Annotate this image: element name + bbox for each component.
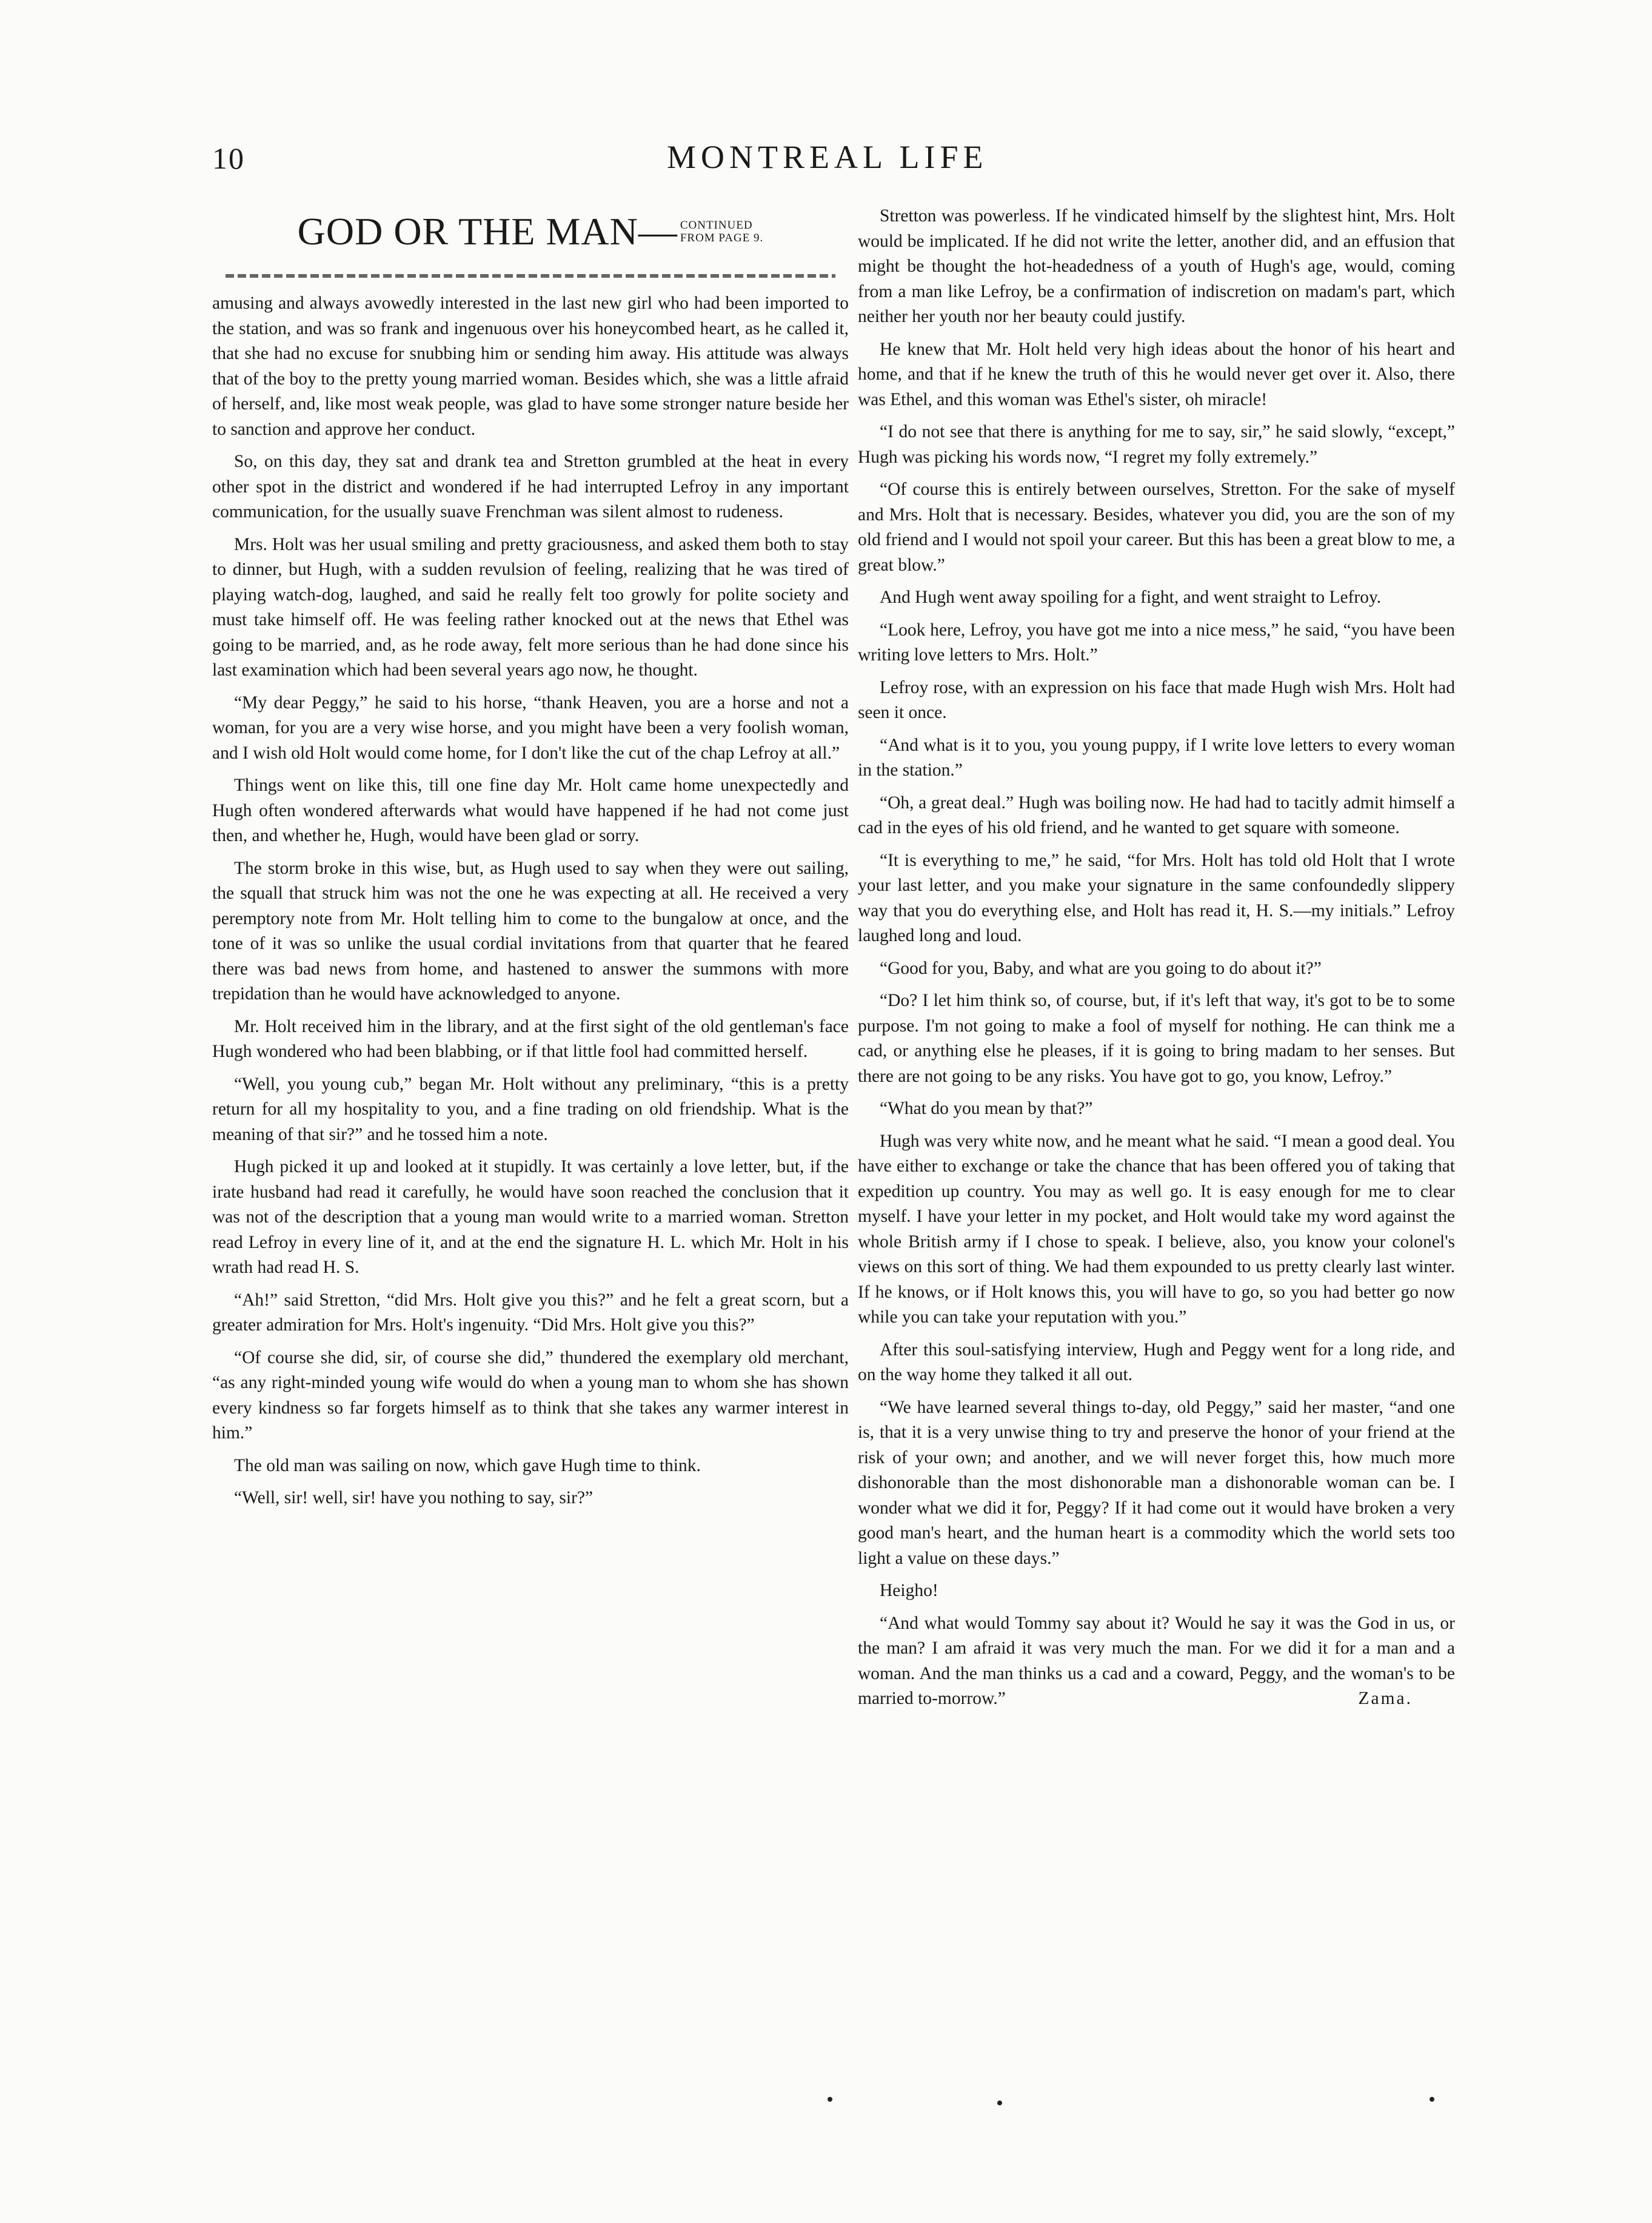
paragraph: “Do? I let him think so, of course, but, if it's left that way, it's got to be to some purpose. I'm not going to make a fool of myself for nothing. He can think me a cad, or anything else he pleases, if it is going to bring madam to her senses. But there are not going to be any risks. You have got to go, you know, Lefroy.” xyxy=(858,991,1455,1086)
paragraph: “Well, you young cub,” began Mr. Holt without any preliminary, “this is a pretty return for all my hospitality to you, and a fine trading on old friendship. What is the meaning of that sir?” and he tossed him a note. xyxy=(212,1074,849,1144)
continued-note xyxy=(680,219,763,244)
continued-note-line2: FROM PAGE 9. xyxy=(680,232,764,244)
paragraph: The storm broke in this wise, but, as Hugh used to say when they were out sailing, the squall that struck him was not the one he was expecting at all. He received a very peremptory note from Mr. Holt telling him to come to the bungalow at once, and the tone of it was so unlike the usual cordial invitations from that quarter that he feared there was bad news from home, and hastened to answer the summons with more trepidation than he would have acknowledged to anyone. xyxy=(212,858,849,1004)
story-title xyxy=(212,200,849,263)
print-specks xyxy=(0,2097,1652,2109)
continued-note-line1: CONTINUED xyxy=(680,219,753,232)
paragraph: Hugh was very white now, and he meant what he said. “I mean a good deal. You have either to exchange or take the chance that has been offered you of taking that expedition up country. You may as well go. It is easy enough for me to clear myself. I have your letter in my pocket, and Holt would take my word against the whole British army if I chose to speak. I believe, also, you know your colonel's views on this sort of thing. We had them expounded to us pretty clearly last winter. If he knows, or if Holt knows this, you will have to go, so you had better go now while you can take your reputation with you.” xyxy=(858,1131,1455,1327)
paragraph: The old man was sailing on now, which gave Hugh time to think. xyxy=(234,1455,701,1475)
paragraph: “Look here, Lefroy, you have got me into a nice mess,” he said, “you have been writing love letters to Mrs. Holt.” xyxy=(858,620,1455,665)
paragraph: Stretton was powerless. If he vindicated himself by the slightest hint, Mrs. Holt would be implicated. If he did not write the letter, another did, and an effusion that might be thought the hot-headedness of a youth of Hugh's age, would, coming from a man like Lefroy, be a confirmation of indiscretion on madam's part, which neither her youth nor her beauty could justify. xyxy=(858,206,1455,326)
paragraph: “Of course this is entirely between ourselves, Stretton. For the sake of myself and Mrs. Holt that is necessary. Besides, whatever you did, you are the son of my old friend and I would not spoil your career. But this has been a great blow to me, a great blow.” xyxy=(858,480,1455,575)
paragraph: “My dear Peggy,” he said to his horse, “thank Heaven, you are a horse and not a woman, for you are a very wise horse, and you might have been a very foolish woman, and I wish old Holt would come home, for I don't like the cut of the chap Lefroy at all.” xyxy=(212,692,849,763)
paragraph: “We have learned several things to-day, old Peggy,” said her master, “and one is, that it is a very unwise thing to try and preserve the honor of your friend at the risk of your own; and another, and we will never forget this, how much more dishonorable than the most dishonorable man a dishonorable woman can be. I wonder what we did it for, Peggy? If it had come out it would have broken a very good man's heart, and the human heart is a commodity which the world sets too light a value on these days.” xyxy=(858,1397,1455,1568)
paragraph: “Ah!” said Stretton, “did Mrs. Holt give you this?” and he felt a great scorn, but a greater admiration for Mrs. Holt's ingenuity. “Did Mrs. Holt give you this?” xyxy=(212,1290,849,1335)
paragraph-with-signature xyxy=(858,1611,1455,1712)
paragraph: Lefroy rose, with an expression on his face that made Hugh wish Mrs. Holt had seen it once. xyxy=(858,677,1455,722)
paragraph: Heigho! xyxy=(880,1581,938,1600)
title-rule xyxy=(226,274,835,278)
ink-speck xyxy=(1430,2097,1434,2102)
right-column xyxy=(858,204,1455,1719)
author-signature: Zama. xyxy=(1358,1689,1413,1708)
paragraph: “Well, sir! well, sir! have you nothing to say, sir?” xyxy=(234,1488,594,1507)
paragraph: amusing and always avowedly interested in the last new girl who had been imported to the station, and was so frank and ingenuous over his honeycombed heart, as he called it, that she had no excuse for snubbing him or sending him away. His attitude was always that of the boy to the pretty young married woman. Besides which, she was a little afraid of herself, and, like most weak people, was glad to have some stronger nature beside her to sanction and approve her conduct. xyxy=(212,293,849,439)
paragraph: “And what is it to you, you young puppy, if I write love letters to every woman in the station.” xyxy=(858,735,1455,780)
story-title-text: GOD OR THE MAN— xyxy=(297,210,678,253)
paragraph: “Oh, a great deal.” Hugh was boiling now. He had had to tacitly admit himself a cad in the eyes of his old friend, and he wanted to get square with someone. xyxy=(858,793,1455,837)
paragraph: And Hugh went away spoiling for a fight, and went straight to Lefroy. xyxy=(880,588,1382,607)
paragraph: “I do not see that there is anything for me to say, sir,” he said slowly, “except,” Hugh was picking his words now, “I regret my folly extremely.” xyxy=(858,422,1455,467)
running-head: MONTREAL LIFE xyxy=(667,139,988,175)
page-number: 10 xyxy=(212,141,245,175)
paragraph: “Good for you, Baby, and what are you going to do about it?” xyxy=(880,958,1322,978)
ink-speck xyxy=(997,2101,1002,2105)
left-column xyxy=(212,200,849,1518)
paragraph: Mrs. Holt was her usual smiling and pretty graciousness, and asked them both to stay to dinner, but Hugh, with a sudden revulsion of feeling, realizing that he was tired of playing watch-dog, laughed, and said he really felt too growly for polite society and must take himself off. He was feeling rather knocked out at the news that Ethel was going to be married, and, as he rode away, felt more serious than he had done since his last examination which had been several years ago now, he thought. xyxy=(212,534,849,680)
paragraph: Mr. Holt received him in the library, and at the first sight of the old gentleman's face Hugh wondered who had been blabbing, or if that little fool had committed herself. xyxy=(212,1016,849,1061)
paragraph: Hugh picked it up and looked at it stupidly. It was certainly a love letter, but, if the irate husband had read it carefully, he would have soon reached the conclusion that it was not of the description that a young man would write to a married woman. Stretton read Lefroy in every line of it, and at the end the signature H. L. which Mr. Holt in his wrath had read H. S. xyxy=(212,1157,849,1277)
closing-text: “And what would Tommy say about it? Would he say it was the God in us, or the man? I am afraid it was very much the man. For we did it for a man and a woman. And the man thinks us a cad and a coward, Peggy, and the woman's to be married to-morrow.” xyxy=(858,1613,1455,1708)
paragraph: “It is everything to me,” he said, “for Mrs. Holt has told old Holt that I wrote your last letter, and you make your signature in the same confoundedly slippery way that you do everything else, and Holt has read it, H. S.—my initials.” Lefroy laughed long and loud. xyxy=(858,850,1455,945)
paragraph: “What do you mean by that?” xyxy=(880,1099,1093,1118)
paragraph: He knew that Mr. Holt held very high ideas about the honor of his heart and home, and that if he knew the truth of this he would never get over it. Also, there was Ethel, and this woman was Ethel's sister, oh miracle! xyxy=(858,339,1455,409)
paragraph: Things went on like this, till one fine day Mr. Holt came home unexpectedly and Hugh often wondered afterwards what would have happened if he had not come just then, and whether he, Hugh, would have been glad or sorry. xyxy=(212,776,849,845)
paragraph: So, on this day, they sat and drank tea and Stretton grumbled at the heat in every other spot in the district and wondered if he had interrupted Lefroy in any important communication, for the usually suave Frenchman was silent almost to rudeness. xyxy=(212,452,849,521)
paragraph: After this soul-satisfying interview, Hugh and Peggy went for a long ride, and on the way home they talked it all out. xyxy=(858,1340,1455,1384)
ink-speck xyxy=(828,2097,832,2102)
paragraph: “Of course she did, sir, of course she did,” thundered the exemplary old merchant, “as any right-minded young wife would do when a young man to whom she has shown every kindness so far forgets himself as to think that she takes any warmer interest in him.” xyxy=(212,1347,849,1443)
